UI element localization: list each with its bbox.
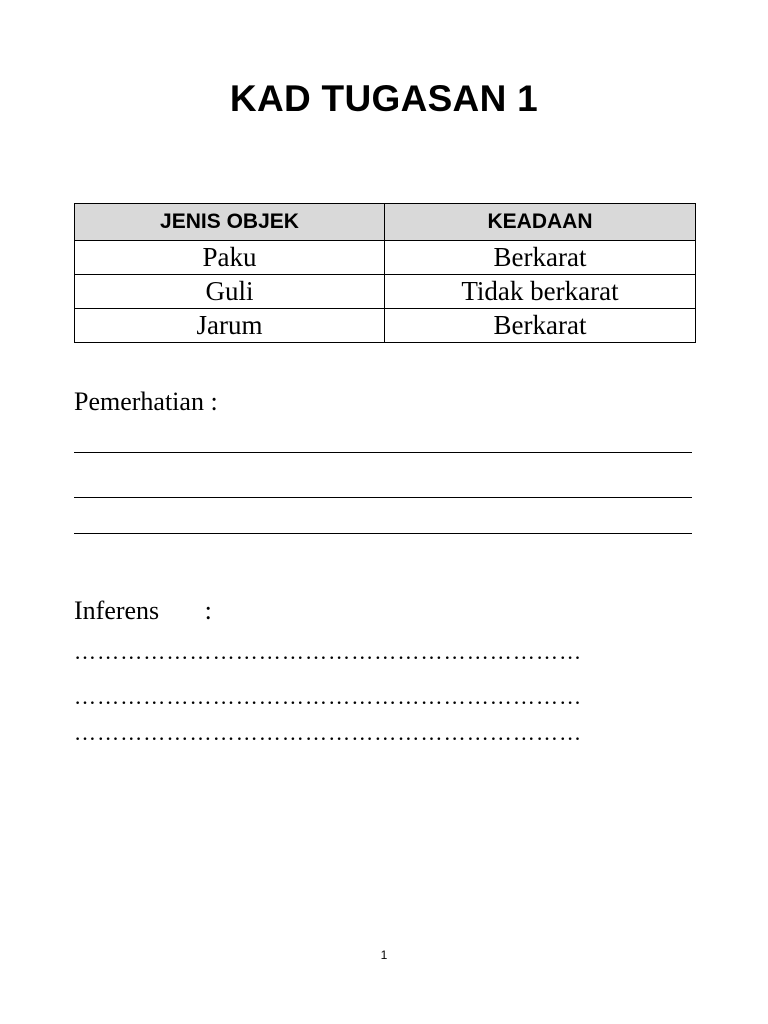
observation-answer-line[interactable] (74, 452, 692, 453)
table-header-row (75, 204, 696, 241)
inference-label: Inferens : (74, 596, 212, 625)
page-number: 1 (380, 948, 388, 962)
table-cell-object: Paku (75, 241, 385, 275)
inference-dotted-line[interactable]: ………………………………………………………… (74, 640, 583, 664)
page-title: KAD TUGASAN 1 (229, 78, 539, 119)
table-row (75, 309, 696, 343)
inference-dotted-line[interactable]: ………………………………………………………… (74, 721, 583, 745)
observation-answer-line[interactable] (74, 497, 692, 498)
table-row (75, 275, 696, 309)
column-header-object-type: JENIS OBJEK (75, 204, 385, 241)
table-row (75, 241, 696, 275)
observation-answer-line[interactable] (74, 533, 692, 534)
object-condition-table (74, 203, 696, 343)
table-cell-condition: Tidak berkarat (385, 275, 696, 309)
inference-dotted-line[interactable]: ………………………………………………………… (74, 685, 583, 709)
table-cell-condition: Berkarat (385, 309, 696, 343)
table-cell-condition: Berkarat (385, 241, 696, 275)
table-cell-object: Guli (75, 275, 385, 309)
table-cell-object: Jarum (75, 309, 385, 343)
observation-label: Pemerhatian : (74, 387, 218, 416)
column-header-condition: KEADAAN (385, 204, 696, 241)
